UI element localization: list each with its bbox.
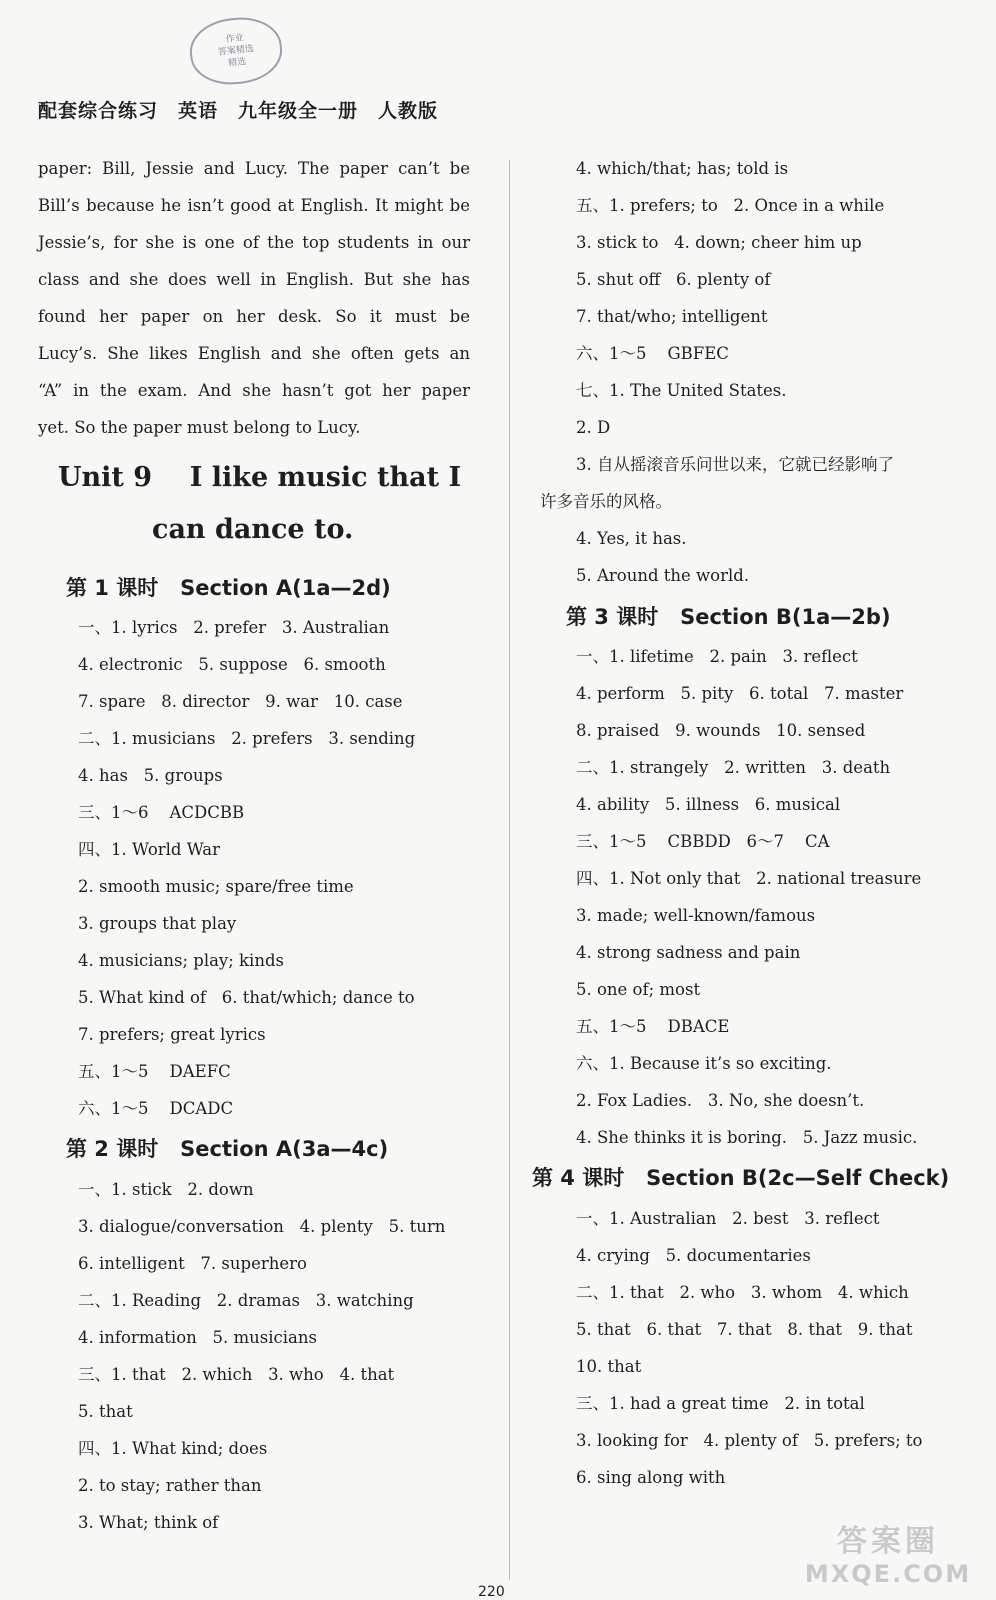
column-divider [509,160,510,1580]
answer-line: 4. crying 5. documentaries [576,1246,811,1265]
watermark-url: MXQE.COM [804,1560,972,1588]
answer-line: 五、1～5 DBACE [576,1017,730,1036]
answer-line: 二、1. musicians 2. prefers 3. sending [78,729,416,748]
answer-line: 3. looking for 4. plenty of 5. prefers; to [576,1431,923,1450]
answer-line: 5. shut off 6. plenty of [576,270,771,289]
answer-line: 四、1. What kind; does [78,1439,268,1458]
answer-line: 3. stick to 4. down; cheer him up [576,233,862,252]
answer-line: 3. 自从摇滚音乐问世以来，它就已经影响了 [576,455,894,474]
answer-line: 6. sing along with [576,1468,726,1487]
answer-line: 六、1～5 DCADC [78,1099,234,1118]
answer-line: 四、1. Not only that 2. national treasure [576,869,922,888]
answer-line: 2. to stay; rather than [78,1476,262,1495]
passage-line: “A” in the exam. And she hasn’t got her paper [38,381,470,400]
answer-line: 7. that/who; intelligent [576,307,768,326]
answer-line: 六、1～5 GBFEC [576,344,729,363]
page-number: 220 [478,1584,505,1600]
answer-line: 六、1. Because it’s so exciting. [576,1054,832,1073]
watermark-logo-text: 答案圈 [837,1524,939,1559]
answer-line: 2. smooth music; spare/free time [78,877,354,896]
unit-title: Unit 9 I like music that I [58,462,462,493]
answer-line: 二、1. strangely 2. written 3. death [576,758,891,777]
site-watermark [798,1516,978,1586]
answer-line: 三、1～5 CBBDD 6～7 CA [576,832,830,851]
stamp-line: 精选 [227,57,247,69]
answer-line: 一、1. lifetime 2. pain 3. reflect [576,647,858,666]
answer-line: 三、1～6 ACDCBB [78,803,245,822]
corner-stamp [187,13,285,88]
answer-line: 2. D [576,418,611,437]
answer-line: 10. that [576,1357,642,1376]
passage-line: yet. So the paper must belong to Lucy. [38,418,361,437]
answer-line: 4. ability 5. illness 6. musical [576,795,841,814]
answer-line: 3. groups that play [78,914,237,933]
answer-line: 许多音乐的风格。 [540,492,672,511]
answer-line: 6. intelligent 7. superhero [78,1254,307,1273]
answer-line: 三、1. that 2. which 3. who 4. that [78,1365,395,1384]
section-heading: 第 3 课时 Section B(1a—2b) [566,605,891,629]
answer-line: 3. What; think of [78,1513,219,1532]
answer-line: 2. Fox Ladies. 3. No, she doesn’t. [576,1091,865,1110]
answer-line: 五、1. prefers; to 2. Once in a while [576,196,885,215]
answer-line: 3. made; well-known/famous [576,906,816,925]
answer-line: 四、1. World War [78,840,220,859]
section-heading: 第 1 课时 Section A(1a—2d) [66,576,391,600]
answer-line: 4. musicians; play; kinds [78,951,284,970]
answer-line: 4. electronic 5. suppose 6. smooth [78,655,386,674]
answer-line: 8. praised 9. wounds 10. sensed [576,721,866,740]
answer-line: 二、1. that 2. who 3. whom 4. which [576,1283,909,1302]
answer-line: 3. dialogue/conversation 4. plenty 5. turn [78,1217,446,1236]
page-header: 配套综合练习 英语 九年级全一册 人教版 [38,100,439,122]
answer-line: 4. which/that; has; told is [576,159,789,178]
stamp-line: 答案精选 [217,44,255,58]
answer-line: 5. What kind of 6. that/which; dance to [78,988,415,1007]
answer-line: 一、1. Australian 2. best 3. reflect [576,1209,880,1228]
answer-line: 一、1. lyrics 2. prefer 3. Australian [78,618,390,637]
answer-line: 5. that 6. that 7. that 8. that 9. that [576,1320,913,1339]
passage-line: Jessie’s, for she is one of the top students in our [38,233,470,252]
stamp-line: 作业 [225,33,245,45]
passage-line: found her paper on her desk. So it must be [38,307,470,326]
answer-line: 4. perform 5. pity 6. total 7. master [576,684,904,703]
answer-line: 5. that [78,1402,133,1421]
passage-line: paper: Bill, Jessie and Lucy. The paper can’t be [38,159,470,178]
answer-line: 二、1. Reading 2. dramas 3. watching [78,1291,414,1310]
section-heading: 第 2 课时 Section A(3a—4c) [66,1137,389,1161]
answer-line: 5. one of; most [576,980,701,999]
answer-line: 4. Yes, it has. [576,529,687,548]
answer-line: 五、1～5 DAEFC [78,1062,231,1081]
answer-line: 一、1. stick 2. down [78,1180,254,1199]
answer-line: 7. prefers; great lyrics [78,1025,266,1044]
passage-line: Bill’s because he isn’t good at English. It might be [38,196,470,215]
passage-line: Lucy’s. She likes English and she often gets an [38,344,470,363]
answer-line: 4. strong sadness and pain [576,943,801,962]
passage-line: class and she does well in English. But she has [38,270,470,289]
answer-line: 4. She thinks it is boring. 5. Jazz music. [576,1128,918,1147]
answer-line: 4. information 5. musicians [78,1328,317,1347]
answer-line: 三、1. had a great time 2. in total [576,1394,865,1413]
answer-line: 4. has 5. groups [78,766,223,785]
answer-line: 5. Around the world. [576,566,750,585]
answer-line: 七、1. The United States. [576,381,787,400]
section-heading: 第 4 课时 Section B(2c—Self Check) [532,1166,950,1190]
answer-line: 7. spare 8. director 9. war 10. case [78,692,403,711]
unit-title: can dance to. [152,514,354,545]
